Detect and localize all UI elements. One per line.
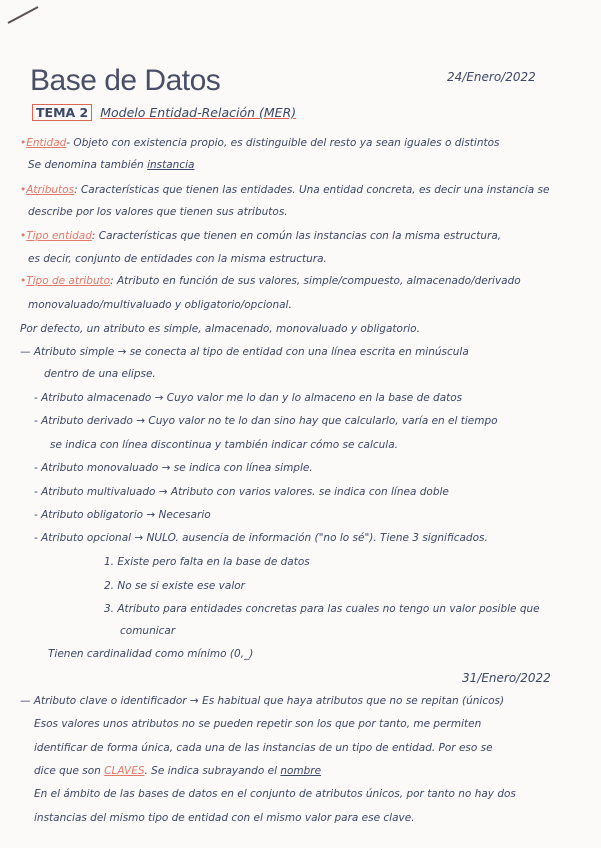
tipo-entidad-text: : Características que tienen en común las instancias con la misma estructura,	[91, 230, 502, 242]
tipo-atributo-line: •Tipo de atributo: Atributo en función de sus valores, simple/compuesto, almacenado/derivado	[20, 275, 521, 287]
item-opcional: - Atributo opcional → NULO. ausencia de información ("no lo sé"). Tiene 3 significados.	[34, 532, 488, 544]
topic-heading	[32, 105, 296, 120]
item-monovaluado: - Atributo monovaluado → se indica con línea simple.	[34, 462, 313, 474]
entidad-line2	[28, 158, 194, 172]
tipo-atributo-text: : Atributo en función de sus valores, simple/compuesto, almacenado/derivado	[110, 275, 521, 287]
atributos-line2: describe por los valores que tienen sus atributos.	[28, 206, 288, 218]
item-multivaluado: - Atributo multivaluado → Atributo con varios valores. se indica con línea doble	[34, 486, 449, 498]
simple-line1: — Atributo simple → se conecta al tipo de entidad con una línea escrita en minúscula	[20, 346, 469, 358]
claves-term: CLAVES	[104, 765, 145, 777]
atributos-line: •Atributos: Características que tienen las entidades. Una entidad concreta, es decir una instancia se	[20, 184, 550, 196]
tipo-atributo-term: Tipo de atributo	[26, 275, 111, 287]
item-derivado-cont: se indica con línea discontinua y también indicar cómo se calcula.	[50, 439, 398, 451]
meaning-1: 1. Existe pero falta en la base de datos	[104, 556, 310, 568]
clave-line4	[34, 764, 321, 778]
tipo-atributo-line2: monovaluado/multivaluado y obligatorio/opcional.	[28, 299, 292, 311]
meaning-3-cont: comunicar	[120, 625, 176, 637]
atributos-text: : Características que tienen las entidades. Una entidad concreta, es decir una instancia se	[74, 184, 550, 196]
date-top: 24/Enero/2022	[447, 70, 536, 84]
cardinality-line: Tienen cardinalidad como mínimo (0,_)	[48, 648, 254, 660]
meaning-3: 3. Atributo para entidades concretas para las cuales no tengo un valor posible que	[104, 603, 540, 615]
entidad-term: Entidad	[26, 137, 67, 149]
clave-line6: instancias del mismo tipo de entidad con el mismo valor para ese clave.	[34, 812, 415, 824]
atributos-term: Atributos	[26, 184, 75, 196]
item-derivado: - Atributo derivado → Cuyo valor no te lo dan sino hay que calcularlo, varía en el tiempo	[34, 415, 498, 427]
item-obligatorio: - Atributo obligatorio → Necesario	[34, 509, 211, 521]
tipo-entidad-line: •Tipo entidad: Características que tienen en común las instancias con la misma estructura,	[20, 230, 502, 242]
tipo-entidad-term: Tipo entidad	[26, 230, 92, 242]
item-almacenado: - Atributo almacenado → Cuyo valor me lo dan y lo almaceno en la base de datos	[34, 392, 463, 404]
default-line: Por defecto, un atributo es simple, almacenado, monovaluado y obligatorio.	[20, 323, 420, 335]
topic-title: Modelo Entidad-Relación (MER)	[100, 105, 297, 120]
meaning-2: 2. No se si existe ese valor	[104, 580, 245, 592]
pen-mark-decoration	[8, 6, 39, 24]
entidad-text: - Objeto con existencia propio, es distinguible del resto ya sean iguales o distintos	[66, 137, 500, 149]
clave-line5: En el ámbito de las bases de datos en el conjunto de atributos únicos, por tanto no hay dos	[34, 788, 516, 800]
simple-line2: dentro de una elipse.	[44, 368, 156, 380]
clave-line4-text2: . Se indica subrayando el	[144, 765, 281, 777]
clave-line2: Esos valores unos atributos no se pueden repetir son los que por tanto, me permiten	[34, 718, 482, 730]
tema-box: TEMA 2	[32, 104, 92, 121]
nombre-term: nombre	[280, 765, 322, 777]
entidad-line2-text: Se denomina también	[28, 159, 148, 171]
clave-line4-text: dice que son	[34, 765, 105, 777]
clave-line3: identificar de forma única, cada una de las instancias de un tipo de entidad. Por eso se	[34, 742, 493, 754]
page-title: Base de Datos	[30, 64, 221, 97]
tipo-entidad-line2: es decir, conjunto de entidades con la misma estructura.	[28, 253, 327, 265]
instancia-term: instancia	[147, 159, 195, 171]
entidad-line: •Entidad- Objeto con existencia propio, es distinguible del resto ya sean iguales o distintos	[20, 137, 500, 149]
date-second: 31/Enero/2022	[462, 671, 551, 685]
clave-line1: — Atributo clave o identificador → Es habitual que haya atributos que no se repitan (únicos)	[20, 695, 505, 707]
